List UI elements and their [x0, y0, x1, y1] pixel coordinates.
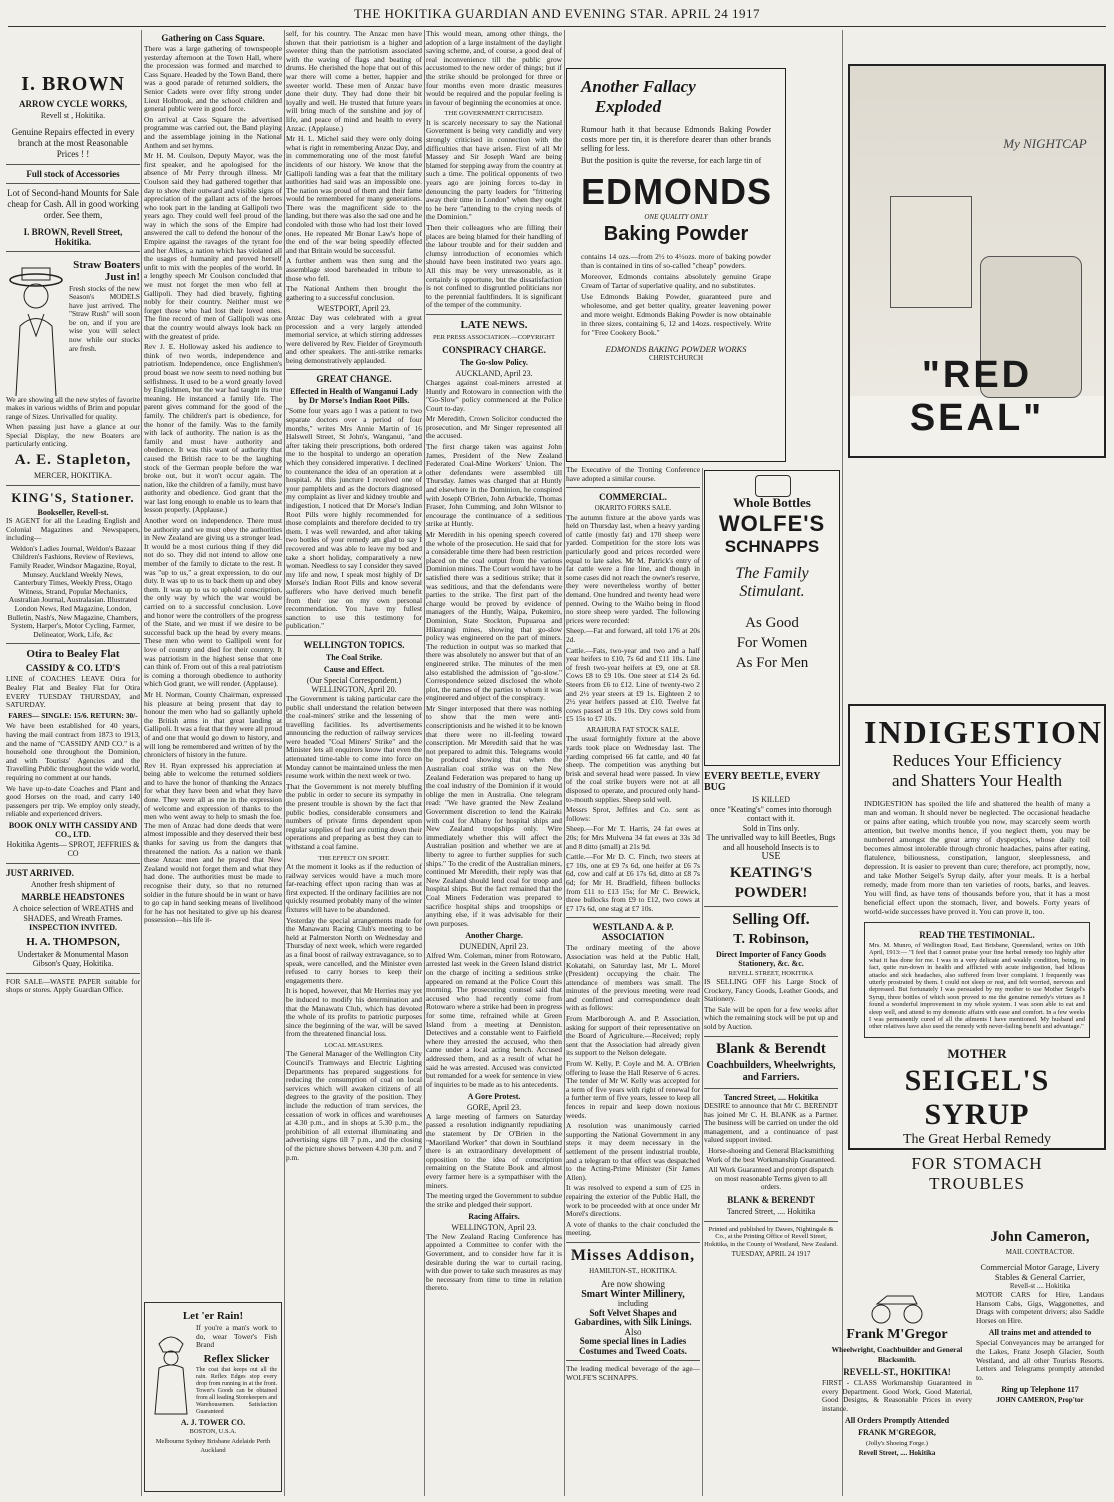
- mother: MOTHER: [947, 1045, 1007, 1061]
- red-seal-title: "RED SEAL": [909, 354, 1045, 439]
- paragraph: The Executive of the Trotting Conference have adopted a similar course.: [566, 465, 700, 483]
- edmonds-p3: contains 14 ozs.—from 2½ to 4½ozs. more of baking powder than is contained in tins of so-called "cheap" powders.: [581, 251, 771, 270]
- straw-body-3: When passing just have a glance at our Special Display, the new Boaters are particularly enticing.: [6, 422, 140, 449]
- kings-body: IS AGENT for all the Leading English and Colonial Magazines and Newspapers, including—: [6, 516, 140, 543]
- cameron-body-3: Special Conveyances may be arranged for the Lakes, Franz Joseph Glacier, South Westland, and all other Tourists Resorts. Letters and Telegrams promptly attended to.: [976, 1338, 1104, 1382]
- paragraph: Mr H. M. Coulson, Deputy Mayor, was the first speaker, and he apologised for the absence of Mr Perry through illness. Mr Coulson said they had gathered together that day to show their outward and visible signs of appreciation of the gallant acts of the heroes who took part in the landing at Gallipoli two years ago. They could well feel proud of the way in which the sons of the Empire had answered the call to defend the honour of the Empire against the ravages of the tyrant foe and her Allies, a nation which has violated all the usages of humanity and proved herself unfit to mix with the peoples of the world. In a lengthy speech Mr Coulson concluded that we must not forget the men who fell at Gallipoli. They had died bravely, fighting nobly for their country. Neither must we forget those who had lost their loved ones. The fine record of men of Gallipoli was one that the country would always look back on with the greatest of pride.: [144, 151, 282, 341]
- stomach-troubles: FOR STOMACH TROUBLES: [911, 1153, 1043, 1193]
- correspondent: (Our Special Correspondent.): [306, 675, 402, 685]
- selling-off: Selling Off.: [732, 910, 810, 928]
- inspection: INSPECTION INVITED.: [28, 923, 118, 933]
- paragraph: Anzac Day was celebrated with a great procession and a very largely attended memorial service, at which stirring addresses were delivered by Rev. Fielder of Greymouth and other speakers. The anti-strike remarks being demonstratively applauded.: [286, 312, 422, 365]
- addison-address: HAMILTON-ST., HOKITIKA.: [589, 1266, 677, 1275]
- indigestion-title: INDIGESTION: [864, 714, 1103, 750]
- column-rule: [842, 30, 843, 1496]
- kings-name: KING'S, Stationer.: [11, 489, 135, 505]
- seigels-syrup: SEIGEL'S SYRUP: [904, 1063, 1050, 1131]
- paragraph: From W. Kelly, P. Coyle and M. A. O'Brien offering to lease the Hall Reserve of 6 acres. The tender of Mr W. Kelly was accepted for a term of five years with right of renewal for a further term of five years, lessee to keep all fences in repair and keep down noxious weeds.: [566, 1059, 700, 1120]
- paragraph: The ordinary meeting of the above Association was held at the Public Hall, Kokatahi, on Saturday last, Mr L. Morel (President) occupying the chair. The attendance of members was small. The minutes of the previous meeting were read and confirmed and correspondence dealt with as follows:: [566, 943, 700, 1013]
- addison-line: Some special lines in Ladies Costumes and Tweed Coats.: [579, 1336, 687, 1356]
- cameron-body-2: MOTOR CARS for Hire, Landaus Hansom Cabs, Gigs, Waggonettes, and Drags with competent drivers; also Saddle Horses on Hire.: [976, 1290, 1104, 1325]
- blank-body: DESIRE to announce that Mr C. BERENDT has joined Mr C. H. BLANK as a Partner. The business will be carried on under the old management, and a continuance of past valued support invited.: [704, 1101, 838, 1145]
- cameron-mail: MAIL CONTRACTOR.: [1005, 1248, 1075, 1256]
- tower-company: A. J. TOWER CO.: [180, 1417, 246, 1427]
- imprint: Printed and published by Dawes, Nightingale & Co., at the Printing Office of Revell Street, Hokitika, in the County of Westland, New Zealand.: [704, 1225, 838, 1248]
- cassidy-body-2: We have been established for 40 years, having the mail contract from 1873 to 1913, and the name of "CASSIDY AND CO." is a household one throughout the Dominion, and with Tourists' Agencies and the Travelling Public throughout the wide world, requiring no comment at our hands.: [6, 721, 140, 782]
- man-in-hat-illustration: [6, 256, 66, 396]
- for-sale: FOR SALE—WASTE PAPER suitable for shops or stores. Apply Guardian Office.: [6, 976, 140, 995]
- paragraph: A large meeting of farmers on Saturday passed a resolution indignantly repudiating the statement by Dr O'Brien in the "Maoriland Worker" that down in Southland there is an extraordinary development of opposition to the idea of conscription remaining on the Statute Book and almost every farmer here is a sympathiser with the miners.: [426, 1111, 562, 1190]
- paragraph: This would mean, among other things, the adoption of a large instalment of the daylight saving scheme, and, of course, a good deal of real inconvenience till the public grow accustomed to the new order of things; but if the strike should be prolonged for three or four months even more drastic measures would be required and the popular feeling is in favour of beginning the economies at once.: [426, 29, 562, 107]
- column-rule: [702, 468, 703, 1496]
- tower-ad: [144, 1302, 282, 1492]
- brown-signature: I. BROWN, Revell Street, Hokitika.: [23, 226, 123, 247]
- indigestion-ad: [848, 704, 1106, 1193]
- late-news: LATE NEWS.: [460, 318, 528, 331]
- paragraph: A further anthem was then sung and the assemblage stood bareheaded in tribute to those who fell.: [286, 256, 422, 283]
- indigestion-sub-1: Reduces Your Efficiency: [892, 751, 1062, 770]
- paragraph: Rev J. E. Holloway asked his audience to think of two words, independence and patriotism. Independence, once Englishmen's proud boast we now seem to need nothing but selfishness. It used to be a word greatly loved by Englishmen, but the war had taught its true meaning. He instanced a family life. The parent gives command for the good of the family. The children's part is obedience, for the honor of the family. Was to the family with lack of authority. The nation is as the family and must have authority and obedience. It was this want of authority that caused the British race to be the laughing stock of the German people before the war broke out, but it won't occur again. The nation, like the children of a family, must have authority and obedience. God grant that the war last long enough to enable us to learn that lesson properly. (Applause.): [144, 342, 282, 515]
- wolfe-line-5: As Good For Women As For Men: [735, 615, 809, 671]
- column-6: [704, 768, 838, 1496]
- cameron-phone: Ring up Telephone 117: [1001, 1385, 1079, 1395]
- blank-body-2: Horse-shoeing and General Blacksmithing Work of the best Workmanship Guaranteed.: [706, 1146, 836, 1164]
- dateline: WESTPORT, April 23.: [317, 304, 391, 314]
- thompson-name: H. A. THOMPSON,: [26, 935, 120, 948]
- subheading: LOCAL MEASURES.: [324, 1041, 384, 1049]
- tower-sub: If you're a man's work to do, wear Tower's Fish Brand: [196, 1323, 277, 1350]
- masthead-rule: [8, 26, 1106, 27]
- paragraph: Charges against coal-miners arrested at Huntly and Rotowaro in connection with the "Go-Slow" policy commenced at the Police Court to-day.: [426, 377, 562, 413]
- conspiracy-charge: CONSPIRACY CHARGE.: [442, 345, 546, 356]
- column-2: [144, 30, 282, 1496]
- paragraph: self, for his country. The Anzac men have shown that their patriotism is a higher and sweeter thing than the patriotism associated with the waving of flags and beating of drums. He cherished the hope that out of this war there will come a better, happier and sweeter world. These men of Anzac have done their duty. They had done their bit loyally and well. He trusted that future years will bring much of the sunshine and joy of life, and peace of mind and health to every Anzac. (Applause.): [286, 29, 422, 133]
- keating-body: once "Keating's" comes into thorough contact with it.: [710, 804, 832, 823]
- edmonds-head-2: Exploded: [595, 97, 662, 116]
- paragraph: The leading medical beverage of the age—WOLFE'S SCHNAPPS.: [566, 1364, 700, 1382]
- kings-list: Weldon's Ladies Journal, Weldon's Bazaar Children's Fashions, Review of Reviews, Family Reader, Windsor Magazine, Royal, Munsey. Auckland Weekly News, Canterbury Times, Weekly Press, Otago Witness, Strand, Popular Mechanics, Australian Journal, Australasian. Illustrated London News, Red Magazine, London, Bulletin, Nash's, New Magazine, Chambers, System, Harper's, Motor Cycling, Farmer, Delineator, Work, Life, &c: [7, 543, 139, 639]
- edmonds-works: EDMONDS BAKING POWDER WORKS: [605, 343, 747, 354]
- wellington-topics: WELLINGTON TOPICS.: [303, 639, 405, 650]
- mcgregor-trade: Wheelwright, Coachbuilder and General Blacksmith.: [831, 1345, 963, 1364]
- dateline: DUNEDIN, April 23.: [459, 942, 529, 952]
- dateline: AUCKLAND, April 23.: [455, 369, 533, 379]
- subheading: ARAHURA FAT STOCK SALE.: [586, 725, 680, 734]
- masthead: THE HOKITIKA GUARDIAN AND EVENING STAR. APRIL 24 1917: [354, 6, 760, 21]
- westland-assoc: WESTLAND A. & P. ASSOCIATION: [592, 922, 674, 943]
- great-change: GREAT CHANGE.: [316, 374, 392, 385]
- brown-address: Revell st , Hokitika.: [40, 111, 106, 120]
- herbal-remedy: The Great Herbal Remedy: [902, 1131, 1052, 1147]
- paragraph: Cattle.—For Mr D. C. Finch, two steers at £7 10s, one at £9 7s 6d, one heifer at £6 7s 6d, cow and calf at £6 17s 6d, ditto at £8 7s 6d; for Mr H. Bradfield, fifteen bullocks from £11 to £13 15s; for Mr C. Brewick, three bullocks from £9 to £12, two cows at £7 17s 6d, one stag at £7 10s.: [566, 852, 700, 913]
- paragraph: The National Anthem then brought the gathering to a successful conclusion.: [286, 284, 422, 302]
- paragraph: On arrival at Cass Square the advertised programme was carried out, the Band playing and the assemblage joining in the National Anthem and set hymns.: [144, 114, 282, 150]
- coal-strike: The Coal Strike.: [325, 652, 383, 662]
- straw-body: Fresh stocks of the new Season's MODELS have just arrived. The "Straw Rush" will soon be on, and if you are wise you will select now while our stocks are fresh.: [69, 283, 140, 353]
- mcgregor-signature: FRANK M'GREGOR,: [858, 1428, 936, 1438]
- paragraph: Alfred Wm. Coleman, miner from Rotowaro, arrested last week in the Green Island district on the charge of inciting a seditious strike appeared on remand at the Police Court this morning. The prosecuting counsel said that accused who had recently come from Rotowaro where a strike had been in progress for some time, refrained while at Green Island from a meeting at Denniston. Detectives and a constable went to Fairfield where they arrested the accused, who then came under a local acting bench. Accused addressed them, and as a result of what he said he was arrested. Accused was convicted but remanded for a week for sentence in view of inquiries to be made as to his antecedents.: [426, 950, 562, 1089]
- cass-heading: Gathering on Cass Square.: [161, 33, 265, 43]
- keatings: KEATING'S: [729, 864, 813, 881]
- paragraph: That the Government is not merely bluffing the public in order to secure its sympathy in the present trouble is shown by the fact that public bodies, considerable consumers and numbers of private firms dependent upon regular supplies of fuel are cutting down their operations and preparing as best they can to withstand a coal famine.: [286, 781, 422, 851]
- paragraph: The meeting urged the Government to subdue the strike and pledged their support.: [426, 1191, 562, 1209]
- wolfe-schnapps-ad: [704, 470, 840, 766]
- edmonds-p2: But the position is quite the reverse, for each large tin of: [581, 155, 762, 165]
- column-rule: [564, 30, 565, 1496]
- commercial: COMMERCIAL.: [599, 492, 667, 503]
- subheading: OKARITO FORKS SALE.: [594, 504, 672, 513]
- addison-line: Smart Winter Millinery,: [581, 1288, 685, 1300]
- indigestion-sub-2: and Shatters Your Health: [892, 771, 1062, 790]
- paragraph: Yesterday the special arrangements made for the Manawatu Racing Club's meeting to be held at Palmerston North on Wednesday and Thursday of next week, which were regarded as a final boost of railway extravagance, so to speak, were cancelled, and the Minister even refused to carry horses to keep their engagements there.: [286, 915, 422, 985]
- cameron-signature: JOHN CAMERON, Prop'tor: [996, 1396, 1084, 1405]
- cameron-body-1: Commercial Motor Garage, Livery Stables & General Carrier,: [980, 1261, 1100, 1282]
- cassidy-body: LINE of COACHES LEAVE Otira for Bealey Flat and Bealey Flat for Otira EVERY TUESDAY THURSDAY, and SATURDAY.: [6, 674, 140, 710]
- mcgregor-ad: [822, 1290, 972, 1495]
- tower-heading: Let 'er Rain!: [182, 1310, 244, 1322]
- straw-heading: Straw Boaters Just in!: [73, 258, 140, 283]
- blank-sign-address: Tancred Street, .... Hokitika: [726, 1207, 816, 1216]
- edmonds-product: Baking Powder: [603, 222, 749, 245]
- addison-line: Are now showing: [601, 1279, 665, 1290]
- marble-intro: Another fresh shipment of: [30, 879, 116, 889]
- another-charge: Another Charge.: [465, 931, 523, 941]
- paragraph: Mr Singer interposed that there was nothing to show that the men were anti-conscriptionists and he wished it to be known that there were no ill-feeling toward conscription. Mr Meredith said that he was not prepared to admit this. Telegrams would be produced showing that when the Australian coal strike was on the New Zealand Federation was prepared to hang up the coal industry of the Dominion if it would oblige the men in Australia. One telegram read: "We have granted the New Zealand Government discretion to lend the Kairaki with coal for Albany for hospital ships and New Zealand troopships only. Wire immediately whether this will affect the Australian position and whether we are at liberty to agree to further supplies for such ships." To the credit of the Australian miners, continued Mr Meredith, their reply was that New Zealand should lend coal for troop and hospital ships. But the fact remained that the Coal Miners Federation was prepared to sacrifice hospital ships and troopships or anything else, if it was advisable for their own purposes.: [426, 703, 562, 928]
- book-only: BOOK ONLY WITH CASSIDY AND CO., LTD.: [8, 820, 138, 840]
- fisherman-illustration: [149, 1324, 193, 1414]
- wolfe-line-3: SCHNAPPS: [724, 537, 820, 556]
- indigestion-body: INDIGESTION has spoiled the life and shattered the health of many a man and woman. It should never be neglected. The occasional headache or pains after eating, which trouble you now, may scarcely seem worth attention, but twelve months hence, if you neglect them, you may be numbered amongst the great army of dyspeptics, whose daily toil becomes almost intolerable through chronic headaches, pains after eating, flatulence, biliousness, constipation, languor, sleeplessness, and depression. It is easier to prevent than cure; therefore, act promptly, now, and take Mother Seigel's Syrup daily, after your meals. It is a herbal remedy, made from more than ten varieties of roots, barks, and leaves. You will find, as have tens of thousands before you, that it has a most beneficial effect upon the stomach, liver, and bowels. Forty years of world-wide successes have proved it. You can prove it, too.: [864, 799, 1090, 916]
- wanganui-heading: Effected in Health of Wanganui Lady by Dr Morse's Indian Root Pills.: [290, 387, 418, 406]
- brown-title: I. BROWN: [21, 73, 125, 95]
- keating-tins: Sold in Tins only.: [742, 823, 800, 833]
- paragraph: The first charge taken was against John James, President of the New Zealand Federated Coal-Mine Workers' Union. The other defendants were assembled till Thursday. James was charged that at Huntly and elsewhere in the Dominion, he conspired with Joseph O'Brien, John Arbuckle, Thomas Fraser, John Cumming, and John Wilsnor to encourage the continuance of a seditious strike at Huntly.: [426, 442, 562, 529]
- stapleton-name: A. E. Stapleton,: [14, 452, 132, 469]
- blank-signature: BLANK & BERENDT: [727, 1195, 815, 1205]
- paragraph: Then their colleagues who are filling their places are being blamed for their handling of the labour trouble and for their sudden and clumsy introduction of economies which should have been instituted two years ago. All this may be very unreasonable, as it certainly is opportune, but the dissatisfaction is not confined to disgruntled politicians nor to the perennial faultfinders. It is significant of the temper of the community.: [426, 222, 562, 310]
- cameron-trains: All trains met and attended to: [988, 1328, 1092, 1338]
- brown-body: Genuine Repairs effected in every branch at the most Reasonable Prices ! !: [11, 126, 135, 159]
- robinson-sub: Direct Importer of Fancy Goods Stationery, &c. &c.: [716, 949, 826, 968]
- column-rule: [424, 30, 425, 1496]
- cause-effect: Cause and Effect.: [323, 664, 385, 674]
- cameron-ad: [976, 1226, 1104, 1498]
- tower-cities: Melbourne Sydney Brisbane Adelaide Perth Auckland: [155, 1437, 271, 1455]
- keating-use: USE: [761, 851, 781, 862]
- tower-body: The coat that keeps out all the rain. Reflex Edges stop every drop from running in at the front. Tower's Goods can be obtained from all leading Storekeepers and Warehousemen. Satisfaction Guaranteed: [196, 1366, 277, 1415]
- keating-killed: IS KILLED: [752, 795, 790, 804]
- keating-body-2: The unrivalled way to kill Beetles, Bugs and all household Insects is to: [706, 833, 836, 852]
- edmonds-p5: Use Edmonds Baking Powder, guaranteed pure and wholesome, and get better quality, greater leavening power and more weight. Edmonds Baking Powder is now obtainable in three sizes, containing 6, 12 and 14ozs. respectively. Write for "Free Cookery Book.": [581, 291, 771, 337]
- blank-trade: Coachbuilders, Wheelwrights, and Farriers.: [706, 1059, 836, 1083]
- robinson-name: T. Robinson,: [733, 931, 809, 947]
- imprint-date: TUESDAY, APRIL 24 1917: [731, 1250, 811, 1258]
- cameron-name: John Cameron,: [990, 1229, 1090, 1245]
- paragraph: Mr Meredith in his opening speech covered the whole of the prosecution. He said that for a considerable time there had been restriction placed on the coal output from the various Dominion mines. The Court would have to be satisfied there was a seditious strike; that it was seditious, and that the defendants were parties to the strike. The first part of the charge would be proved by evidence of managers of the Huntly, Waipa, Pukemiro, Dominion, State Stockton, Pupuaroa and Hikurangi mines, showing that go-slow policy was engineered on the part of miners. The reduction in output was so marked that there was absolutely no answer but that of an engineered strike. The minutes of the men also established the admission of "go-slow." Correspondence seized disclosed the whole plot, the names of the parties to whom it was engineered and object of the conspiracy.: [426, 530, 562, 703]
- paragraph: The autumn fixture at the above yards was held on Thursday last, when a heavy yarding of cattle (mostly fat) and 170 sheep were yarded. Competition for the store lots was particularly good and prices recorded were equal to late sales. Mr M. Patrick's entry of fat cattle were a fine line, and though in some cases did not reach the owner's reserve, they were nevertheless worthy of better demand. One hundred and twenty head were penned. Owing to the Waiho being in flood no store sheep were yarded. The following prices were recorded:: [566, 512, 700, 625]
- column-rule: [284, 30, 285, 1496]
- blank-body-3: All Work Guaranteed and prompt dispatch on most reasonable Terms given to all orders.: [708, 1165, 834, 1192]
- paragraph: Another word on independence. There must be authority and we must obey the authorities in New Zealand are giving us a stronger lead. It would be a most curious thing if they did not do so. They did not intend to allow one member of the family to dictate to the rest. It was "up to us," a great expression, to do our duty. It was up to us to back them up and obey them. It was up to us to uphold conscription, the only way by which the war would be carried on to a successful conclusion. Love and honor were the controllers of the progress of the State, and we must if we desire to be successful back up the head by every means. These men who went to Gallipoli went for love of country and died for their country. It was patriotism in the highest sense that one can think of. From out of this a real patriotism is coming a thorough obedience to authority which God grant, we will render. (Applause).: [144, 516, 282, 689]
- paragraph: The General Manager of the Wellington City Council's Tramways and Electric Lighting Departments has prepared suggestions for reducing the consumption of coal on local services which will awaken citizens of all degrees to the gravity of the position. They include the reduction of tram services, the cessation of work in offices and warehouses at 4.30 p.m., and in shops at 5.30 p.m., the prohibition of all external illuminating and advertising signs till 7 p.m., and the closing of the picture shows between 4.30 p.m. and 7 p.m.: [286, 1049, 422, 1162]
- brown-accessories: Full stock of Accessories: [26, 168, 120, 179]
- buggy-illustration: [867, 1290, 927, 1324]
- paragraph: It is scarcely necessary to say the National Government is being very candidly and very strongly criticised in connection with the difficulties that have arisen. First of all Mr Massey and Sir Joseph Ward are being blamed for stepping away from the country at such a time. The political opponents of two years ago are joining forces to-day in denouncing the party leaders for "frittering away their time in London" when they ought to be here "attending to the crying needs of the Dominion.": [426, 117, 562, 222]
- red-seal-ad: [848, 64, 1106, 458]
- addison-line: Also: [624, 1326, 642, 1337]
- paragraph: Mr Meredith, Crown Solicitor conducted the prosecution, and Mr Singer represented all the accused.: [426, 414, 562, 441]
- column-4: [426, 30, 562, 1496]
- keating-beetle: EVERY BEETLE, EVERY BUG: [704, 771, 821, 793]
- otira-heading: Otira to Bealey Flat: [26, 648, 120, 661]
- kings-sub: Bookseller, Revell-st.: [37, 507, 109, 517]
- cassidy-name: CASSIDY & CO. LTD'S: [25, 663, 121, 674]
- robinson-body-2: The Sale will be open for a few weeks after which the remaining stock will be put up and sold by Auction.: [704, 1004, 838, 1031]
- marble-body: A choice selection of WREATHS and SHADES, and Wreath Frames.: [12, 904, 134, 923]
- paragraph: It was resolved to expend a sum of £25 in repairing the exterior of the Public Hall, the work to be proceeded with at once under Mr Morel's directions.: [566, 1183, 700, 1219]
- marble-headstones: MARBLE HEADSTONES: [21, 892, 125, 903]
- wolfe-line-4: The Family Stimulant.: [735, 565, 809, 600]
- paragraph: It is hoped, however, that Mr Herries may yet be induced to modify his determination and that the Manawatu Club, which has devoted the whole of its profits to patriotic purposes since the beginning of the war, will be saved from the threatened financial loss.: [286, 986, 422, 1039]
- paragraph: Mr H. Norman, County Chairman, expressed his pleasure at being present that day to honour the men who had so gallantly upheld the British arms in that great landing at Gallipoli. It was a feat that they were all proud of and one that would go down to history, and will long be remembered and written of by the chroniclers of history in the future.: [144, 689, 282, 760]
- straw-body-2: We are showing all the new styles of favorite makes in various widths of Brim and popular range of Sizes. Unrivalled for quality.: [6, 394, 140, 421]
- column-3: [286, 30, 422, 1496]
- fares: FARES— SINGLE: 15/6. RETURN: 30/-: [8, 710, 138, 720]
- addison-line: Soft Velvet Shapes and Gabardines, with Silk Linings.: [574, 1307, 692, 1328]
- subheading: THE GOVERNMENT CRITICISED.: [444, 110, 544, 118]
- brown-subtitle: ARROW CYCLE WORKS,: [19, 99, 127, 109]
- paragraph: The New Zealand Racing Conference has appointed a Committee to confer with the Government, and to consider how far it is desirable during the war to curtail racing, with due power to take such measures as may be necessary from time to time in relation thereto.: [426, 1231, 562, 1293]
- tower-city: BOSTON, U.S.A.: [189, 1428, 237, 1436]
- testimonial: Mrs. M. Munro, of Wellington Road, East Brisbane, Queensland, writes on 10th April, 1913:— "I feel that I cannot praise your fine herbal remedy too highly after what it has done for me. I was in a very delicate and weakly condition, being, in fact, quite run-down in health and afflicted with acute indigestion, bad bilious attacks and sick headaches, also suffered from liver complaint. I frequently was utterly prostrated by them. I could not sleep or rest, and felt worried, nervous and depressed. But fortunately I was persuaded by my mother to use Mother Seigel's Syrup, three bottles of which soon proved to me the genuine remedy's virtues as I found a wonderful improvement in my whole system. I was soon able to eat and sleep well, and attend to my domestic affairs with ease and comfort. In a few weeks I was permanently cured of all the ailments I have mentioned. My husband and other relatives have also used the remedy with never-failing benefit and advantage.": [869, 942, 1085, 1031]
- paragraph: From Marlborough A. and P. Association, asking for support of their representative on the Board of Agriculture.—Received; reply sent that the Association had already given its support to the Nelson delegate.: [566, 1014, 700, 1058]
- addison-name: Misses Addison,: [570, 1246, 696, 1264]
- paragraph: Messrs Sprot, Jeffries and Co. sent as follows:: [566, 805, 700, 823]
- mcgregor-sign-address: Revell Street, .... Hokitika: [858, 1448, 936, 1457]
- edmonds-brand: EDMONDS: [581, 171, 773, 212]
- keating-powder: POWDER!: [734, 884, 808, 901]
- stapleton-sub: MERCER, HOKITIKA.: [34, 471, 112, 481]
- blank-address: Tancred Street, .... Hokitika: [723, 1092, 819, 1102]
- column-rule: [141, 30, 142, 1496]
- blank-berendt: Blank & Berendt: [716, 1040, 826, 1057]
- paragraph: A vote of thanks to the chair concluded the meeting.: [566, 1219, 700, 1238]
- paragraph: Cattle.—Fats, two-year and two and a half year heifers to £10, 7s 6d and £11 10s. Line of fresh two-year heifers at £9, one at £8. Cows £8 to £9 10s. One steer at £14 2s 6d. Steers from £6 to £12. Line of twenty-two 2 and 2½ year steers at £9 1s. Eighteen 2 to 2½ year heifers passed at £10. Twelve fat cows passed at £9 10s. Dry cows sold from £5 15s to £7 10s.: [566, 645, 700, 724]
- cassidy-body-3: We have up-to-date Coaches and Plant and good Horses on the road, and carry 140 passengers per trip. We employ only steady, reliable and experienced drivers.: [6, 783, 140, 819]
- dateline: WELLINGTON, April 20.: [311, 685, 397, 695]
- agents: Hokitika Agents— SPROT, JEFFRIES & CO: [6, 839, 140, 859]
- paragraph: "Some four years ago I was a patient to two separate doctors over a period of four months," writes Mrs Annie Martin of 16 Halswell Street, St John's, Wanganui, "and after taking their prescriptions, both ordered me to the hospital to undergo an operation which they considered imperative. I declined to countenance the idea of an operation at a hospital. At this juncture I received one of your pamphlets and as the doctors diagnosed my complaint as liver and kidney trouble and indigestion, I noticed that Dr Morse's Indian Root Pills were highly recommended for those complaints and therefore decided to try them. I was well rewarded, and after taking two bottles of your remedy am glad to say I recovered and was able to leave my bed and take a short holiday, comparatively a new woman. Needless to say I consider they saved my life and now, I speak most highly of Dr Morse's Indian Root Pills and know several sufferers who have derived much benefit from their use on my own personal recommendation. You have my fullest sanction to use this testimony for publication.": [286, 406, 422, 631]
- paragraph: A resolution was unanimously carried supporting the National Government in any steps it may deem necessary in the settlement of the present industrial trouble, and a telegram to that effect was despatched to the Acting-Prime Minister (Sir James Allen).: [566, 1121, 700, 1182]
- column-1: [6, 30, 140, 1496]
- cameron-address: Revell-st .... Hokitika: [1009, 1281, 1071, 1290]
- goslow: The Go-slow Policy.: [460, 358, 528, 368]
- just-arrived: JUST ARRIVED.: [6, 867, 74, 878]
- edmonds-head-1: Another Fallacy: [581, 77, 696, 96]
- mcgregor-body: FIRST - CLASS Workmanship Guaranteed in every Department. Good Work, Good Material, Good Designs, & Reasonable Prices in every instance.: [822, 1378, 972, 1413]
- paragraph: Sheep.—Fat and forward, all told 176 at 20s 2d.: [566, 626, 700, 644]
- edmonds-p1: Rumour hath it that because Edmonds Baking Powder costs more per tin, it is therefore dearer than other brands selling for less.: [581, 125, 771, 153]
- thompson-sub: Undertaker & Monumental Mason Gibson's Quay, Hokitika.: [17, 949, 129, 969]
- racing-affairs: Racing Affairs.: [468, 1212, 520, 1222]
- bottle-neck-illustration: [755, 475, 791, 497]
- wolfe-line-2: WOLFE'S: [718, 511, 826, 536]
- straw-ad: [6, 256, 140, 396]
- mcgregor-prompt: All Orders Promptly Attended: [844, 1416, 950, 1426]
- mcgregor-sign-sub: (Jolly's Shoeing Forge.): [866, 1440, 928, 1448]
- paragraph: Mr H. L. Michel said they were only doing what is right in remembering Anzac Day, and in commemorating one of the most fateful incidents of our history. We know that the Gallipoli landing was a feat that the military authorities had said was an impossible one. The nation was proud of them and their fame would be remembered for many generations. There was the magnificent side to the landing, but there was also the sad one and he condoled with those who had lost their loved ones. He repeated Mr Bonar Law's hope of the end of the war being speedily effected and that Britain would be successful.: [286, 134, 422, 255]
- edmonds-ad: [566, 68, 786, 462]
- edmonds-city: CHRISTCHURCH: [648, 354, 704, 362]
- read-testimonial: READ THE TESTIMONIAL.: [919, 930, 1035, 940]
- edmonds-p4: Moreover, Edmonds contains absolutely genuine Grape Cream of Tartar of superlative quality, and no substitutes.: [581, 271, 771, 290]
- column-5: [566, 466, 700, 1496]
- press-assoc: PER PRESS ASSOCIATION.—COPYRIGHT: [433, 333, 555, 341]
- paragraph: The usual fortnightly fixture at the above yards took place on Wednesday last. The yarding comprised 66 fat cattle, and 40 fat sheep. The competition was anything but brisk and several head were passed. In view of the coal strike buyers were not at all disposed to operate, and procured only hand-to-mouth supplies. Sheep sold well.: [566, 734, 700, 804]
- addison-line: including: [617, 1299, 649, 1309]
- paragraph: There was a large gathering of townspeople yesterday afternoon at the Town Hall, where the procession was formed and marched to Cass Square. Headed by the Town Band, there was a good parade of returned soldiers, the Senior Cadets were over fifty strong under Lieut Holbrook, and the school children and general public were in good force.: [144, 44, 282, 114]
- edmonds-quality: ONE QUALITY ONLY: [644, 213, 708, 221]
- dateline: WELLINGTON, April 23.: [451, 1223, 537, 1233]
- nightcap-text: My NIGHTCAP: [1003, 136, 1087, 151]
- paragraph: At the moment it looks as if the reduction of railway services would have a much more far-reaching effect upon racing than was at first expected. If the ordinary facilities are not quickly resumed probably many of the winter fixtures will have to be abandoned.: [286, 862, 422, 915]
- gore-protest: A Gore Protest.: [467, 1092, 521, 1102]
- paragraph: The Government is taking particular care the public shall understand the relation between the coal-miners' strike and the lessening of travelling facilities. Its advertisements announcing the reduction of railway services were headed "Coal Miners' Strike" and the Minister lets all enquirers know that even the attenuated time-table to come into force on Monday cannot be maintained unless the men resume work within the next week or two.: [286, 693, 422, 781]
- reflex-slicker: Reflex Slicker: [203, 1352, 270, 1365]
- robinson-body: IS SELLING OFF his Large Stock of Crockery, Fancy Goods, Leather Goods, and Stationery.: [704, 977, 838, 1004]
- tin-illustration: [890, 196, 972, 308]
- brown-body-2: Lot of Second-hand Mounts for Sale cheap for Cash. All in good working order. See them,: [7, 187, 139, 220]
- mcgregor-name: Frank M'Gregor: [846, 1327, 948, 1342]
- wolfe-line-1: Whole Bottles: [733, 495, 811, 510]
- robinson-street: REVELL STREET, HOKITIKA: [728, 969, 814, 977]
- paragraph: Rev H. Ryan expressed his appreciation at being able to welcome the returned soldiers and to have the honor of thanking the Anzacs for what they have been and what they have done. They were all as one in the expression of welcome and expression of thanks to the men who went away to help to smash the foe. The men of Anzac had done deeds that were almost impossible and they deserved their best thanks for saving us from the dangers that threatened the nation. As a nation we thank these Anzac men and he prayed that New Zealand would not forget them and what they had done. The authorities must be made to recognise their duty, so that no returned soldier in the future should be in want or have to go cap in hand seeking means of livelihood for he has not hesitated to give up his dearest possession—his life it-: [144, 760, 282, 925]
- subheading: THE EFFECT ON SPORT.: [318, 854, 390, 862]
- mcgregor-address: REVELL-ST., HOKITIKA!: [843, 1367, 951, 1377]
- paragraph: Sheep.—For Mr T. Harris, 24 fat ewes at 20s; for Mrs Mulvena 34 fat ewes at 33s 3d and 8 ditto (small) at 21s 9d.: [566, 824, 700, 851]
- dateline: GORE, April 23.: [466, 1103, 522, 1113]
